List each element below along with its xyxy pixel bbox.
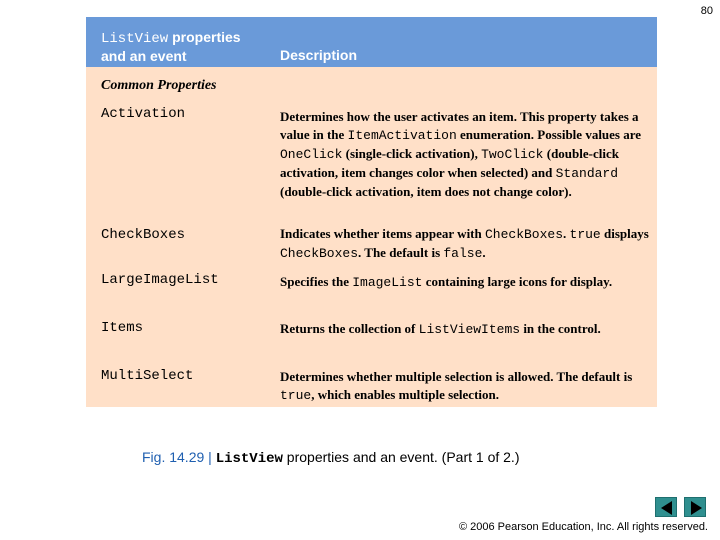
- desc-text: (double-click activation, item does not change color).: [280, 184, 572, 199]
- prop-name-activation: Activation: [101, 106, 186, 122]
- desc-text: (double-click activation, item changes color when selected) and: [280, 146, 619, 180]
- desc-text: in the control.: [520, 321, 601, 336]
- figure-label: Fig. 14.29 |: [142, 449, 216, 465]
- section-title: Common Properties: [101, 78, 217, 93]
- prop-name-items: Items: [101, 320, 144, 336]
- properties-table: [86, 17, 657, 407]
- desc-code: ItemActivation: [347, 128, 457, 143]
- right-arrow-icon: [691, 501, 702, 515]
- desc-code: true: [280, 388, 312, 403]
- desc-code: TwoClick: [481, 147, 544, 162]
- prop-name-checkboxes: CheckBoxes: [101, 227, 186, 243]
- prop-name-largeimagelist: LargeImageList: [101, 272, 219, 288]
- table-header: [86, 17, 657, 67]
- desc-text: Determines whether multiple selection is allowed. The default is: [280, 369, 633, 384]
- header-line1-rest: properties: [168, 29, 241, 45]
- header-properties-label: [101, 29, 241, 65]
- desc-text: Indicates whether items appear with: [280, 226, 485, 241]
- header-description-label: Description: [280, 47, 358, 63]
- desc-text: displays: [600, 226, 649, 241]
- page-number: 80: [700, 5, 713, 17]
- desc-code: CheckBoxes: [280, 246, 359, 261]
- figure-caption: [142, 449, 519, 467]
- prop-name-multiselect: MultiSelect: [101, 368, 194, 384]
- desc-code: ListViewItems: [418, 322, 521, 337]
- left-arrow-icon: [661, 501, 672, 515]
- prop-desc-activation: [280, 108, 656, 201]
- prop-desc-checkboxes: [280, 225, 656, 263]
- desc-text: , which enables multiple selection.: [311, 387, 499, 402]
- desc-text: containing large icons for display.: [422, 274, 613, 289]
- desc-code: false: [443, 246, 483, 261]
- desc-text: (single-click activation),: [342, 146, 482, 161]
- prop-desc-multiselect: [280, 368, 656, 405]
- prop-desc-largeimagelist: [280, 273, 656, 292]
- desc-text: Specifies the: [280, 274, 353, 289]
- caption-code: ListView: [215, 451, 283, 467]
- header-code: ListView: [101, 31, 169, 47]
- desc-code: ImageList: [352, 275, 423, 290]
- desc-text: Determines how the user activates an item. This property takes a value in the: [280, 109, 639, 142]
- desc-text: . The default is: [358, 245, 444, 260]
- desc-code: CheckBoxes: [485, 227, 564, 242]
- caption-text: properties and an event. (Part 1 of 2.): [282, 449, 520, 465]
- desc-code: true: [569, 227, 601, 242]
- header-line2: and an event: [101, 48, 187, 64]
- next-slide-button[interactable]: [684, 497, 706, 517]
- desc-text: .: [482, 245, 486, 260]
- prop-desc-items: [280, 320, 656, 339]
- desc-text: enumeration. Possible values are: [456, 127, 642, 142]
- desc-text: Returns the collection of: [280, 321, 419, 336]
- previous-slide-button[interactable]: [655, 497, 677, 517]
- desc-code: Standard: [555, 166, 619, 181]
- desc-text: .: [563, 226, 570, 241]
- copyright-notice: © 2006 Pearson Education, Inc. All rights reserved.: [458, 521, 708, 533]
- desc-code: OneClick: [280, 147, 343, 162]
